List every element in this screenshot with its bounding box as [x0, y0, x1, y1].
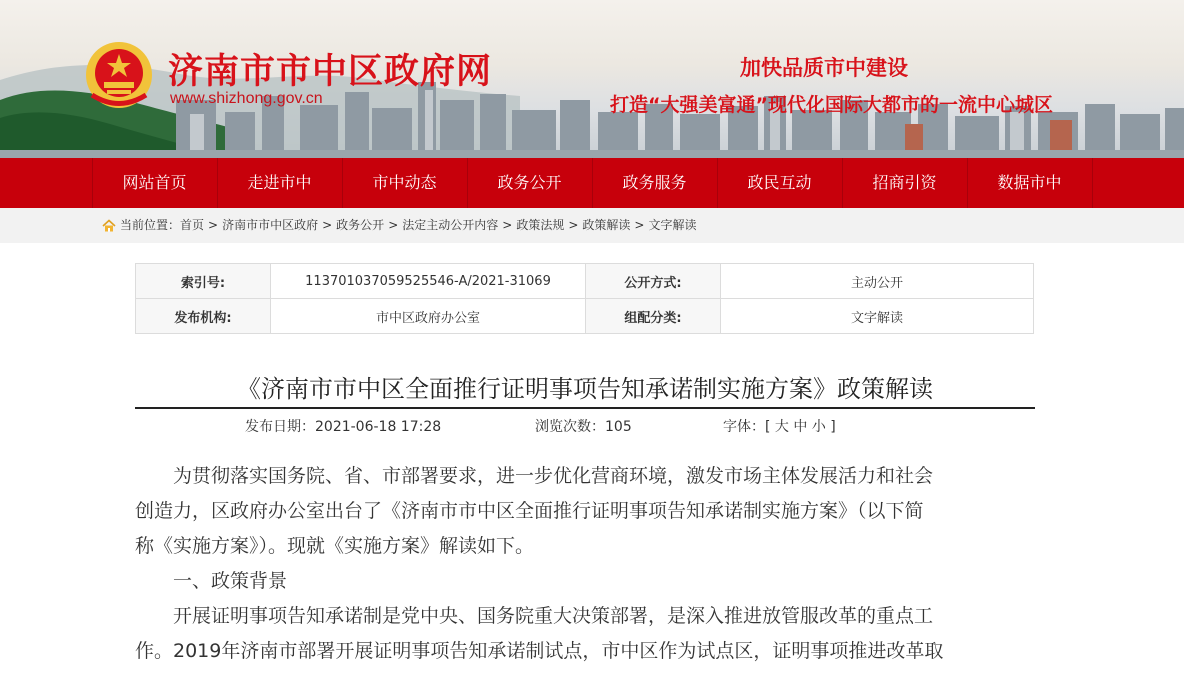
breadcrumb-prefix: 当前位置： [120, 218, 181, 232]
font-size-label: 字体： [723, 419, 765, 435]
table-row [136, 264, 1034, 299]
font-medium-button[interactable]: 中 [793, 419, 808, 435]
article-paragraph [135, 599, 1035, 669]
nav-item-gov-services[interactable]: 政务服务 [593, 158, 718, 208]
publicity-value: 主动公开 [721, 264, 1034, 299]
font-size-controls [723, 416, 836, 436]
national-emblem-logo [84, 40, 154, 110]
nav-item-news[interactable]: 市中动态 [343, 158, 468, 208]
view-count-value: 105 [605, 419, 632, 435]
nav-item-about[interactable]: 走进市中 [218, 158, 343, 208]
slogan-line-2: 打造“大强美富通”现代化国际大都市的一流中心城区 [610, 94, 1053, 116]
breadcrumb-policies[interactable]: 政策法规 [516, 218, 565, 232]
section-heading: 一、政策背景 [173, 570, 288, 592]
article-paragraph [135, 459, 1035, 564]
index-value: 113701037059525546-A/2021-31069 [271, 264, 586, 299]
breadcrumb-statutory-disclosure[interactable]: 法定主动公开内容 [402, 218, 499, 232]
breadcrumb-separator: > [502, 218, 513, 232]
title-divider [135, 407, 1035, 409]
view-count [535, 416, 632, 436]
font-bracket-open: [ [765, 419, 771, 435]
paragraph-line: 作。2019年济南市部署开展证明事项告知承诺制试点，市中区作为试点区，证明事项推进改革取 [135, 640, 944, 662]
home-icon [102, 219, 116, 233]
breadcrumb-home[interactable]: 首页 [180, 218, 205, 232]
font-bracket-close: ] [830, 419, 836, 435]
breadcrumb-bar [0, 208, 1184, 243]
main-nav [0, 158, 1184, 208]
breadcrumb-text-interpretation[interactable]: 文字解读 [648, 218, 697, 232]
nav-item-home[interactable]: 网站首页 [92, 158, 218, 208]
paragraph-line: 称《实施方案》）。现就《实施方案》解读如下。 [135, 535, 535, 557]
slogan-line-1: 加快品质市中建设 [740, 56, 908, 80]
font-large-button[interactable]: 大 [774, 419, 789, 435]
breadcrumb-separator: > [388, 218, 399, 232]
breadcrumb-separator: > [208, 218, 219, 232]
site-url: www.shizhong.gov.cn [170, 90, 323, 107]
index-label: 索引号: [136, 264, 271, 299]
breadcrumb-separator: > [568, 218, 579, 232]
nav-item-gov-affairs[interactable]: 政务公开 [468, 158, 593, 208]
category-label: 组配分类: [586, 299, 721, 334]
paragraph-line: 为贯彻落实国务院、省、市部署要求，进一步优化营商环境，激发市场主体发展活力和社会 [173, 465, 934, 487]
nav-item-interaction[interactable]: 政民互动 [718, 158, 843, 208]
article-title: 《济南市市中区全面推行证明事项告知承诺制实施方案》政策解读 [237, 375, 933, 403]
view-count-label: 浏览次数： [535, 419, 605, 435]
publicity-label: 公开方式: [586, 264, 721, 299]
document-meta-table [135, 263, 1034, 334]
breadcrumb-gov-affairs[interactable]: 政务公开 [336, 218, 385, 232]
nav-item-investment[interactable]: 招商引资 [843, 158, 968, 208]
publish-date-value: 2021-06-18 17:28 [315, 419, 442, 435]
breadcrumb-district-gov[interactable]: 济南市市中区政府 [222, 218, 319, 232]
paragraph-line: 开展证明事项告知承诺制是党中央、国务院重大决策部署，是深入推进放管服改革的重点工 [173, 605, 934, 627]
paragraph-line: 创造力，区政府办公室出台了《济南市市中区全面推行证明事项告知承诺制实施方案》（以下简 [135, 500, 924, 522]
table-row [136, 299, 1034, 334]
site-title[interactable]: 济南市市中区政府网 [168, 52, 493, 92]
category-value: 文字解读 [721, 299, 1034, 334]
breadcrumb [102, 208, 1184, 243]
nav-item-data[interactable]: 数据市中 [968, 158, 1093, 208]
font-small-button[interactable]: 小 [811, 419, 826, 435]
breadcrumb-separator: > [322, 218, 333, 232]
publisher-value: 市中区政府办公室 [271, 299, 586, 334]
breadcrumb-policy-interpretation[interactable]: 政策解读 [582, 218, 631, 232]
publisher-label: 发布机构: [136, 299, 271, 334]
breadcrumb-separator: > [634, 218, 645, 232]
publish-date-label: 发布日期： [245, 419, 315, 435]
article-body [135, 459, 1035, 669]
publish-date [245, 416, 441, 436]
site-banner [0, 0, 1184, 158]
